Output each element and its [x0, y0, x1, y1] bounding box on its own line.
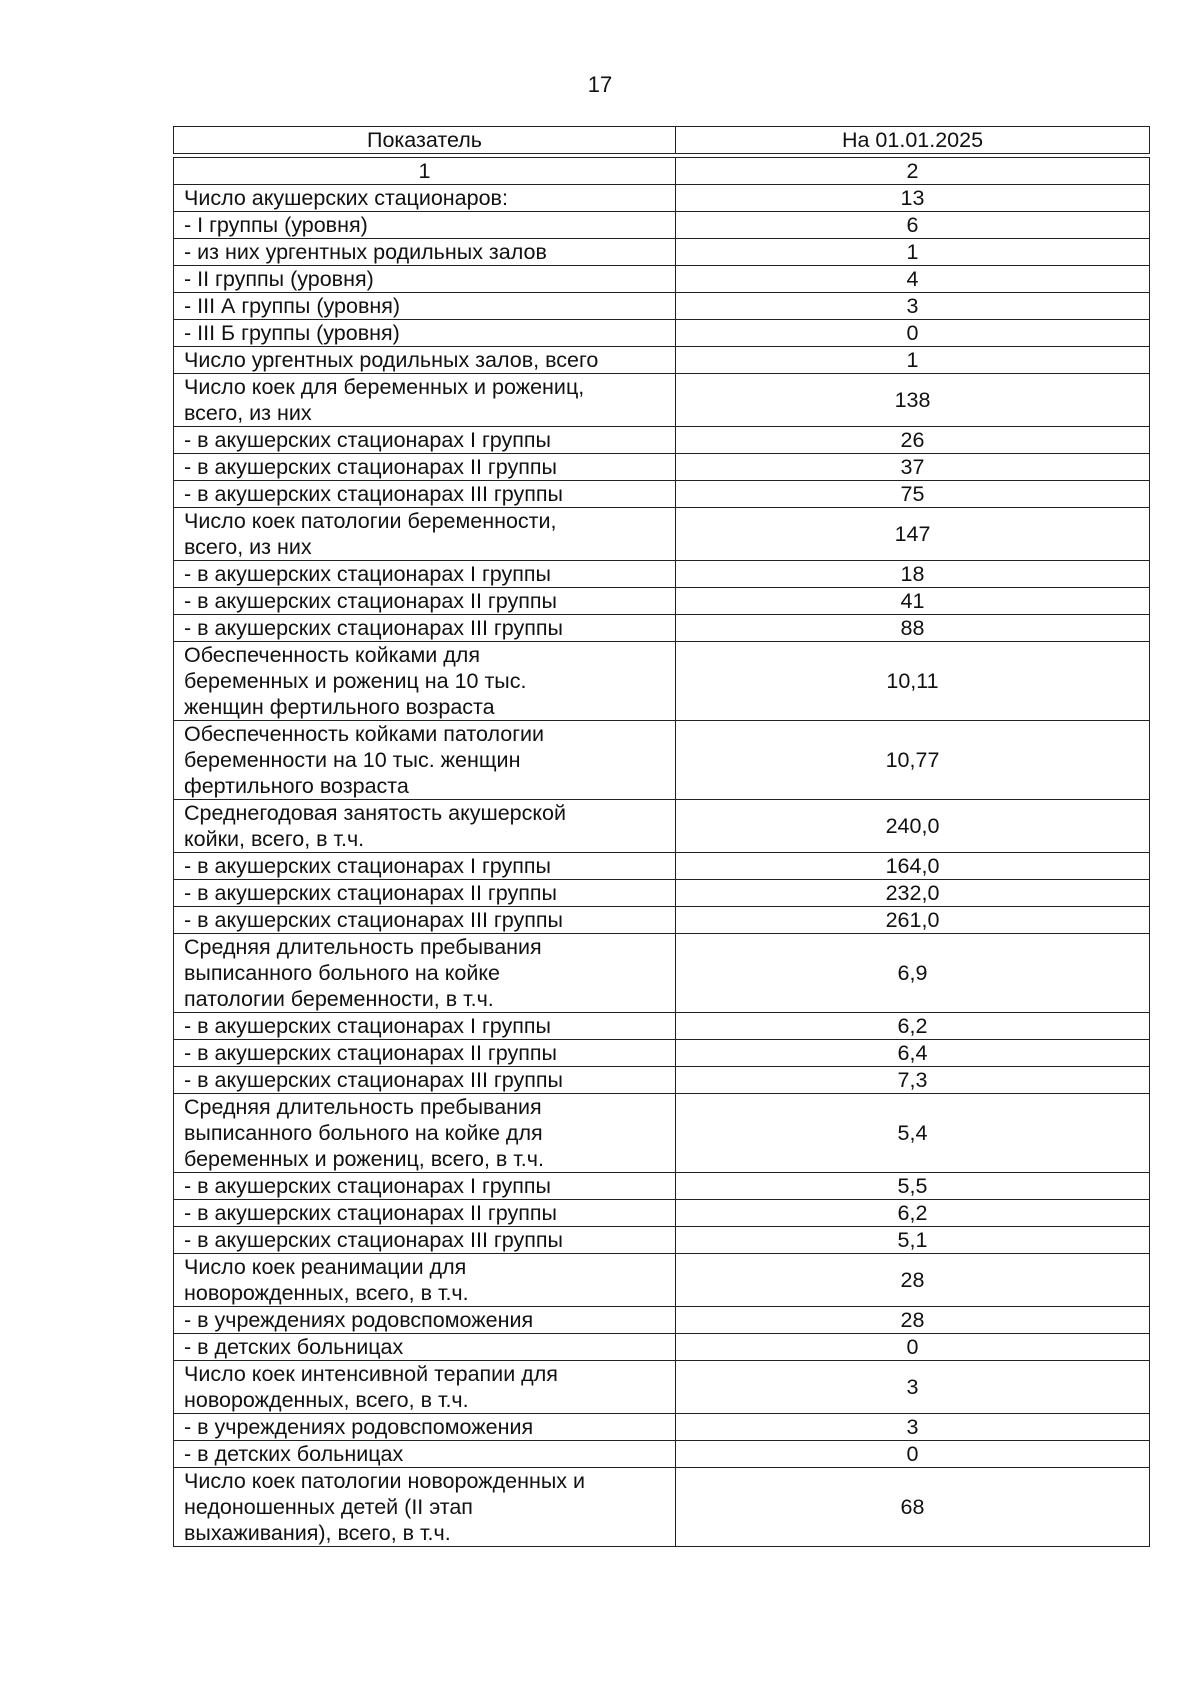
indicator-label: - в акушерских стационарах II группы [174, 1200, 676, 1227]
table-row [174, 721, 1150, 800]
indicator-label: - в акушерских стационарах II группы [174, 1040, 676, 1067]
indicator-value: 75 [676, 481, 1150, 508]
indicator-value: 41 [676, 588, 1150, 615]
table-row [174, 1307, 1150, 1334]
indicator-value: 88 [676, 615, 1150, 642]
indicator-value: 6 [676, 212, 1150, 239]
table-row [174, 880, 1150, 907]
table-row [174, 1040, 1150, 1067]
table-row [174, 800, 1150, 853]
table-row [174, 1254, 1150, 1307]
header-row [174, 127, 1150, 154]
indicator-label: Число коек патологии новорожденных и недоношенных детей (II этап выхаживания), всего, в т.ч. [174, 1468, 676, 1547]
table-row [174, 642, 1150, 721]
indicator-label: Число коек интенсивной терапии для новорожденных, всего, в т.ч. [174, 1361, 676, 1414]
indicators-table-container [173, 126, 1149, 1547]
table-row [174, 1468, 1150, 1547]
indicator-value: 3 [676, 1361, 1150, 1414]
table-row [174, 1094, 1150, 1173]
table-row [174, 427, 1150, 454]
indicator-value: 28 [676, 1254, 1150, 1307]
indicator-value: 232,0 [676, 880, 1150, 907]
indicator-label: - в акушерских стационарах II группы [174, 880, 676, 907]
table-row [174, 1414, 1150, 1441]
indicator-value: 3 [676, 293, 1150, 320]
indicator-value: 6,9 [676, 934, 1150, 1013]
indicator-value: 6,4 [676, 1040, 1150, 1067]
indicator-value: 3 [676, 1414, 1150, 1441]
table-row [174, 374, 1150, 427]
indicator-label: Средняя длительность пребывания выписанного больного на койке для берeменных и рожениц, всего, в т.ч. [174, 1094, 676, 1173]
indicator-label: - в акушерских стационарах II группы [174, 454, 676, 481]
indicator-value: 261,0 [676, 907, 1150, 934]
table-row [174, 1067, 1150, 1094]
indicator-value: 37 [676, 454, 1150, 481]
indicator-label: Число коек реанимации для новорожденных, всего, в т.ч. [174, 1254, 676, 1307]
indicator-value: 0 [676, 1334, 1150, 1361]
column-number-row [174, 158, 1150, 185]
page-number: 17 [587, 72, 613, 97]
indicator-value: 4 [676, 266, 1150, 293]
indicator-label: - в акушерских стационарах I группы [174, 1173, 676, 1200]
header-indicator: Показатель [174, 127, 676, 154]
indicator-label: Средняя длительность пребывания выписанного больного на койке патологии беременности, в т.ч. [174, 934, 676, 1013]
table-row [174, 1013, 1150, 1040]
indicator-label: - в акушерских стационарах II группы [174, 588, 676, 615]
table-row [174, 907, 1150, 934]
indicator-label: - в акушерских стационарах III группы [174, 615, 676, 642]
indicator-value: 68 [676, 1468, 1150, 1547]
table-row [174, 293, 1150, 320]
indicator-label: - в акушерских стационарах I группы [174, 853, 676, 880]
indicator-label: Обеспеченность койками патологии беременности на 10 тыс. женщин фертильного возраста [174, 721, 676, 800]
table-row [174, 853, 1150, 880]
column-number-2: 2 [676, 158, 1150, 185]
indicator-label: Число акушерских стационаров: [174, 185, 676, 212]
indicator-label: - в акушерских стационарах III группы [174, 481, 676, 508]
indicator-value: 28 [676, 1307, 1150, 1334]
table-row [174, 239, 1150, 266]
indicator-value: 10,11 [676, 642, 1150, 721]
indicator-value: 6,2 [676, 1013, 1150, 1040]
indicator-label: - I группы (уровня) [174, 212, 676, 239]
indicator-label: Среднегодовая занятость акушерской койки, всего, в т.ч. [174, 800, 676, 853]
table-row [174, 1441, 1150, 1468]
indicator-value: 0 [676, 320, 1150, 347]
indicator-label: - в учреждениях родовспоможения [174, 1307, 676, 1334]
indicator-value: 0 [676, 1441, 1150, 1468]
table-row [174, 934, 1150, 1013]
indicator-label: - в учреждениях родовспоможения [174, 1414, 676, 1441]
indicator-value: 5,5 [676, 1173, 1150, 1200]
indicator-label: - в акушерских стационарах III группы [174, 1067, 676, 1094]
indicator-label: Число коек для беременных и рожениц, всего, из них [174, 374, 676, 427]
indicator-label: - из них ургентных родильных залов [174, 239, 676, 266]
table-row [174, 1334, 1150, 1361]
indicator-label: - в акушерских стационарах III группы [174, 1227, 676, 1254]
header-date: На 01.01.2025 [676, 127, 1150, 154]
table-row [174, 266, 1150, 293]
indicator-value: 7,3 [676, 1067, 1150, 1094]
table-row [174, 615, 1150, 642]
indicator-label: - в акушерских стационарах I группы [174, 1013, 676, 1040]
table-row [174, 454, 1150, 481]
indicator-label: - в детских больницах [174, 1441, 676, 1468]
indicator-label: Число коек патологии беременности, всего, из них [174, 508, 676, 561]
indicator-label: - в акушерских стационарах I группы [174, 427, 676, 454]
column-number-1: 1 [174, 158, 676, 185]
table-row [174, 347, 1150, 374]
indicator-value: 6,2 [676, 1200, 1150, 1227]
table-row [174, 508, 1150, 561]
indicator-label: - в акушерских стационарах I группы [174, 561, 676, 588]
table-row [174, 1200, 1150, 1227]
indicator-value: 5,1 [676, 1227, 1150, 1254]
indicator-value: 240,0 [676, 800, 1150, 853]
indicator-label: - в детских больницах [174, 1334, 676, 1361]
indicator-label: - III А группы (уровня) [174, 293, 676, 320]
indicator-label: - в акушерских стационарах III группы [174, 907, 676, 934]
table-row [174, 185, 1150, 212]
indicator-value: 138 [676, 374, 1150, 427]
indicator-label: - II группы (уровня) [174, 266, 676, 293]
table-row [174, 481, 1150, 508]
indicator-value: 147 [676, 508, 1150, 561]
indicator-label: - III Б группы (уровня) [174, 320, 676, 347]
table-row [174, 1361, 1150, 1414]
indicator-label: Обеспеченность койками для беременных и рожениц на 10 тыс. женщин фертильного возраста [174, 642, 676, 721]
indicator-value: 1 [676, 347, 1150, 374]
table-row [174, 320, 1150, 347]
indicator-value: 13 [676, 185, 1150, 212]
indicator-value: 5,4 [676, 1094, 1150, 1173]
indicators-table [173, 126, 1150, 1547]
table-row [174, 561, 1150, 588]
table-row [174, 212, 1150, 239]
indicator-value: 164,0 [676, 853, 1150, 880]
indicator-value: 26 [676, 427, 1150, 454]
indicator-value: 10,77 [676, 721, 1150, 800]
table-body [174, 154, 1150, 1547]
indicator-value: 1 [676, 239, 1150, 266]
table-row [174, 1227, 1150, 1254]
indicator-value: 18 [676, 561, 1150, 588]
indicator-label: Число ургентных родильных залов, всего [174, 347, 676, 374]
table-row [174, 1173, 1150, 1200]
table-row [174, 588, 1150, 615]
